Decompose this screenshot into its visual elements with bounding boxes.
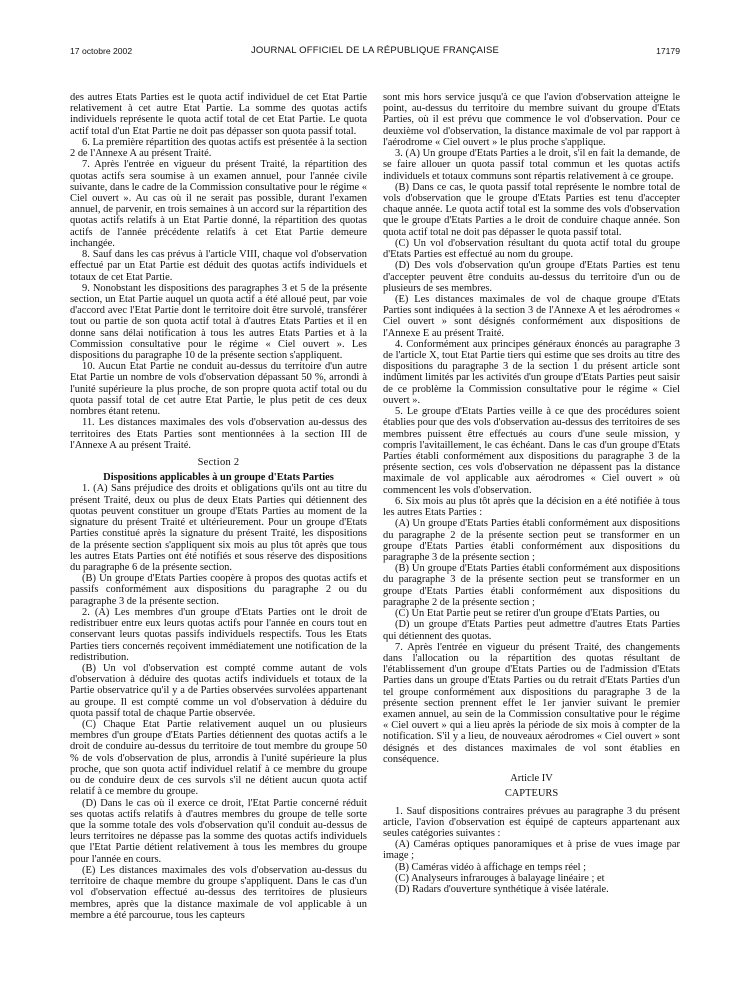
section-title: Dispositions applicables à un groupe d'Etats Parties: [103, 472, 334, 484]
paragraph: (D) Des vols d'observation qu'un groupe d'Etats Parties est tenu d'accepter peuvent être conduits au-dessus du territoire d'un ou de plusieurs de ses membres.: [383, 260, 680, 294]
header-journal-title: JOURNAL OFFICIEL DE LA RÉPUBLIQUE FRANÇAISE: [250, 45, 500, 56]
header-page-number: 17179: [656, 46, 680, 56]
paragraph: (D) un groupe d'Etats Parties peut admettre d'autres Etats Parties qui détiennent des quotas.: [383, 619, 680, 642]
paragraph: (C) Un vol d'observation résultant du quota actif total du groupe d'Etats Parties est effectué au nom du groupe.: [383, 237, 680, 261]
paragraph: 6. Six mois au plus tôt après que la décision en a été notifiée à tous les autres Etats Parties :: [383, 495, 680, 519]
paragraph: 1. Sauf dispositions contraires prévues au paragraphe 3 du présent article, l'avion d'observation est équipé de capteurs appartenant aux seules catégories suivantes :: [383, 805, 680, 839]
paragraph: 10. Aucun Etat Partie ne conduit au-dessus du territoire d'un autre Etat Partie un nombre de vols d'observation dépassant 50 %, arrondi à l'unité supérieure la plus proche, de son propre quota actif total ou du quota passif total de cet autre Etat Partie, le plus petit de ces deux nombres étant retenu.: [70, 361, 367, 418]
paragraph: (B) Un groupe d'Etats Parties établi conformément aux dispositions du paragraphe 3 de la présente section peut se transformer en un groupe d'Etats Parties établi conformément aux dispositions du paragraphe 2 de la présente section ;: [383, 563, 680, 608]
paragraph: (A) Caméras optiques panoramiques et à prise de vues image par image ;: [383, 839, 680, 862]
paragraph: 6. La première répartition des quotas actifs est présentée à la section 2 de l'Annexe A au présent Traité.: [70, 136, 367, 160]
paragraph: (A) Un groupe d'Etats Parties établi conformément aux dispositions du paragraphe 2 de la présente section peut se transformer en un groupe d'Etats Parties établi conformément aux dispositions du paragraphe 3 de la présente section ;: [383, 518, 680, 563]
article-heading: Article IV: [510, 773, 553, 785]
paragraph: (C) Analyseurs infrarouges à balayage linéaire ; et: [395, 872, 605, 884]
paragraph: (C) Un Etat Partie peut se retirer d'un groupe d'Etats Parties, ou: [395, 608, 660, 620]
paragraph: (D) Dans le cas où il exerce ce droit, l'Etat Partie concerné réduit ses quotas actifs relatifs à d'autres membres du groupe de telle sorte que la somme totale des vols d'observation qu'il conduit au-dessus de leurs territoires ne dépasse pas la somme des quotas actifs individuels que l'Etat Partie détient relativement à tous les membres du groupe pour l'année en cours.: [70, 797, 367, 865]
paragraph: 11. Les distances maximales des vols d'observation au-dessus des territoires des Etats Parties sont mentionnées à la section III de l'Annexe A au présent Traité.: [70, 417, 367, 451]
paragraph: (D) Radars d'ouverture synthétique à visée latérale.: [395, 884, 609, 896]
paragraph: (E) Les distances maximales des vols d'observation au-dessus du territoire de chaque membre du groupe s'appliquent. Dans le cas d'un vol d'observation effectué au-dessus des territoires de plusieurs membres, après que la distance maximale de vol applicable à un membre a été parcourue, tous les capteurs: [70, 864, 367, 921]
paragraph: 2. (A) Les membres d'un groupe d'Etats Parties ont le droit de redistribuer entre eux leurs quotas actifs pour l'année en cours tout en conservant leurs quotas passifs individuels respectifs. Tous les Etats Parties tiers concernés reçoivent immédiatement une notification de la redistribution.: [70, 606, 367, 663]
paragraph: 1. (A) Sans préjudice des droits et obligations qu'ils ont au titre du présent Traité, deux ou plus de deux Etats Parties qui détiennent des quotas peuvent constituer un groupe d'Etats Parties au moment de la signature du présent Traité et ultérieurement. Pour un groupe d'Etats Parties constitué après la signature du présent Traité, les dispositions de la présente section s'appliquent six mois au plus tôt après que tous les autres Etats Parties ont été notifiés et sous réserve des dispositions du paragraphe 6 de la présente section.: [70, 483, 367, 573]
paragraph: 3. (A) Un groupe d'Etats Parties a le droit, s'il en fait la demande, de se faire allouer un quota passif total commun et les quotas actifs individuels et totaux communs sont répartis relativement à ce groupe.: [383, 148, 680, 182]
paragraph: (E) Les distances maximales de vol de chaque groupe d'Etats Parties sont indiquées à la section 3 de l'Annexe A et les aérodromes « Ciel ouvert » sont désignés conformément aux dispositions de l'Annexe E au présent Traité.: [383, 293, 680, 339]
right-column: [383, 92, 680, 982]
paragraph: des autres Etats Parties est le quota actif individuel de cet Etat Partie relativement à cet autre Etat Partie. La somme des quotas actifs individuels représente le quota actif total de cet Etat Partie. Le quota actif total d'un Etat Partie ne doit pas dépasser son quota passif total.: [70, 92, 367, 137]
paragraph: 9. Nonobstant les dispositions des paragraphes 3 et 5 de la présente section, un Etat Partie auquel un quota actif a été alloué peut, par voie d'accord avec l'Etat Partie dont le territoire doit être survolé, transférer tout ou partie de son quota actif total à d'autres Etats Parties et il en donne sans délai notification à tous les autres Etats Parties et à la Commission consultative pour le régime « Ciel ouvert ». Les dispositions du paragraphe 10 de la présente section s'appliquent.: [70, 282, 367, 362]
paragraph: 7. Après l'entrée en vigueur du présent Traité, la répartition des quotas actifs sera soumise à un examen annuel, pour l'année civile suivante, dans le cadre de la Commission consultative pour le régime « Ciel ouvert ». Au cas où il ne serait pas possible, durant l'examen annuel, de parvenir, en trois semaines à un accord sur la répartition des quotas actifs relatifs à un Etat Partie donné, la répartition des quotas actifs de l'année précédente relatifs à cet Etat Partie demeure inchangée.: [70, 159, 367, 249]
article-title: CAPTEURS: [504, 788, 559, 800]
paragraph: 8. Sauf dans les cas prévus à l'article VIII, chaque vol d'observation effectué par un Etat Partie est déduit des quotas actifs individuels et totaux de cet Etat Partie.: [70, 249, 367, 283]
paragraph: 7. Après l'entrée en vigueur du présent Traité, des changements dans l'allocation ou la répartition des quotas résultant de l'établissement d'un groupe d'Etats Parties ou de l'admission d'Etats Parties dans un groupe d'Etats Parties ou du retrait d'Etats Parties d'un tel groupe conformément aux dispositions du paragraphe 3 de la présente section prennent effet le 1er janvier suivant le premier examen annuel, au sein de la Commission consultative pour le régime « Ciel ouvert » qui a lieu après la période de six mois à compter de la notification. S'il y a lieu, de nouveaux aérodromes « Ciel ouvert » sont désignés et des distances maximales de vol sont établies en conséquence.: [383, 641, 680, 765]
section-heading: Section 2: [197, 457, 240, 468]
paragraph: (B) Un groupe d'Etats Parties coopère à propos des quotas actifs et passifs conformément aux dispositions du paragraphe 2 ou du paragraphe 3 de la présente section.: [70, 573, 367, 607]
header-date: 17 octobre 2002: [70, 46, 133, 56]
paragraph: (C) Chaque Etat Partie relativement auquel un ou plusieurs membres d'un groupe d'Etats Parties détiennent des quotas actifs a le droit de conduire au-dessus du territoire de tout membre du groupe 50 % de vols d'observation de plus, arrondis à l'unité supérieure la plus proche, que son quota actif individuel relatif à ce membre du groupe ou de conduire deux de ces survols s'il ne détient aucun quota actif relatif à ce membre du groupe.: [70, 719, 367, 798]
paragraph: 5. Le groupe d'Etats Parties veille à ce que des procédures soient établies pour que des vols d'observation au-dessus des territoires de ses membres puissent être effectués au cours d'une seule mission, y compris l'avitaillement, le cas échéant. Dans le cas d'un groupe d'Etats Parties établi conformément aux dispositions du paragraphe 3 de la présente section, ces vols d'observation ne dépassent pas la distance maximale de vol applicable aux aérodromes « Ciel ouvert » où commencent les vols d'observation.: [383, 406, 680, 496]
paragraph: (B) Caméras vidéo à affichage en temps réel ;: [395, 861, 587, 873]
paragraph: (B) Un vol d'observation est compté comme autant de vols d'observation à déduire des quotas actifs individuels et totaux de la Partie observatrice qu'il y a de Parties observées survolées appartenant au groupe. Il est compté comme un vol d'observation à déduire du quota passif total de chaque Partie observée.: [70, 662, 367, 719]
paragraph: 4. Conformément aux principes généraux énoncés au paragraphe 3 de l'article X, tout Etat Partie tiers qui estime que ses droits au titre des dispositions du paragraphe 3 de la section 1 du présent article sont indûment limités par les activités d'un groupe d'Etats Parties peut saisir de ce problème la Commission consultative pour le régime « Ciel ouvert ».: [383, 338, 680, 406]
left-column: [70, 92, 367, 982]
paragraph: sont mis hors service jusqu'à ce que l'avion d'observation atteigne le point, au-dessus du territoire du membre suivant du groupe d'Etats Parties, où il est prévu que commence le vol d'observation. Pour ce deuxième vol d'observation, la distance maximale de vol par rapport à l'aérodrome « Ciel ouvert » le plus proche s'applique.: [383, 92, 680, 148]
page-header: [70, 38, 680, 68]
paragraph: (B) Dans ce cas, le quota passif total représente le nombre total de vols d'observation que le groupe d'Etats Parties est tenu d'accepter chaque année. Le quota actif total est la somme des vols d'observation que le groupe d'Etats Parties a le droit de conduire chaque année. Son quota actif total ne doit pas dépasser le quota passif total.: [383, 181, 680, 238]
